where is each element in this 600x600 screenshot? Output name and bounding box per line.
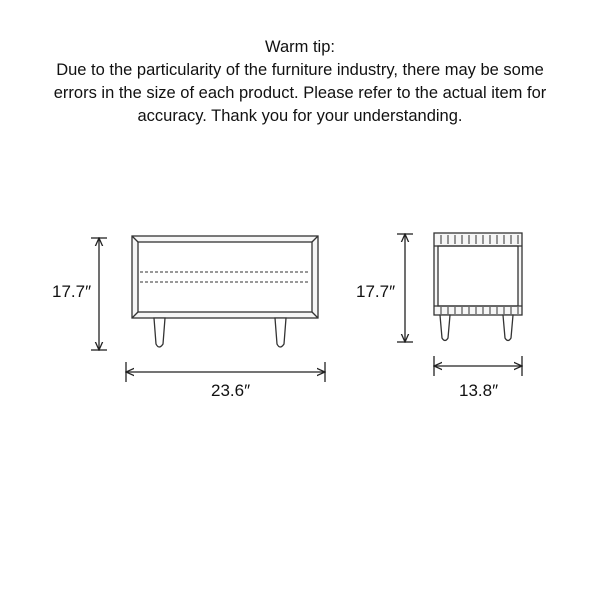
side-view — [397, 233, 522, 376]
side-cabinet-inner — [438, 246, 518, 306]
notice-line-1: Due to the particularity of the furniture industry, there may be some — [56, 61, 544, 79]
side-leg-right — [503, 315, 513, 341]
front-height-label: 17.7″ — [52, 282, 92, 301]
side-leg-left — [440, 315, 450, 341]
side-depth-label: 13.8″ — [459, 381, 499, 400]
front-leg-left — [154, 318, 165, 347]
front-width-label: 23.6″ — [211, 381, 251, 400]
notice-title: Warm tip: — [265, 38, 335, 56]
front-leg-right — [275, 318, 286, 347]
front-view — [91, 236, 325, 382]
side-height-label: 17.7″ — [356, 282, 396, 301]
notice-line-3: accuracy. Thank you for your understanding. — [137, 107, 463, 125]
front-cabinet-inner — [138, 242, 312, 312]
notice-line-2: errors in the size of each product. Please refer to the actual item for — [53, 84, 547, 102]
